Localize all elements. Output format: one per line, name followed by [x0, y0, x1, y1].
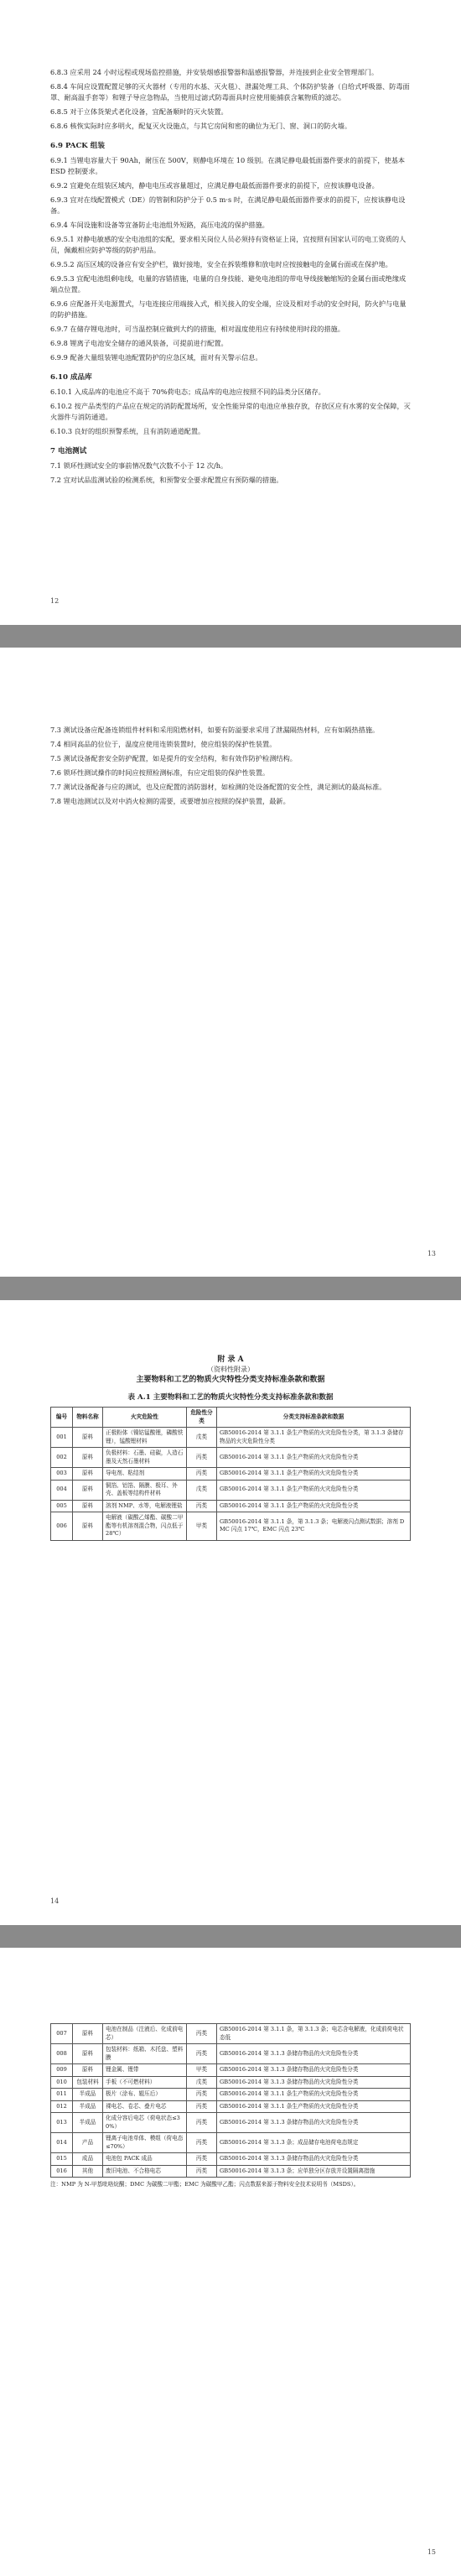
- table-row: [51, 2165, 411, 2178]
- paragraph: 6.9.5.1 对静电敏感的安全电池组的实配，要求相关岗位人员必须持有资格证上岗，宜按照有国家认可的电工资质的人员，佩戴相应防护等级的防护用品。: [50, 235, 407, 254]
- table-row: [51, 2100, 411, 2113]
- table-cell: 丙类: [187, 2044, 217, 2064]
- table-cell: 废旧电池、不合格电芯: [103, 2165, 187, 2178]
- table-cell: 005: [51, 1500, 73, 1512]
- table-cell: GB50016-2014 第 3.1.1 条，第 3.1.3 条；电芯含电解液，化成前荷电状态低: [217, 2024, 411, 2044]
- table-caption: 表 A.1 主要物料和工艺的物质火灾特性分类支持标准条款和数据: [127, 1393, 334, 1402]
- paragraph: 6.8.6 核恢实际时应多明火，配复灭火设施点，与其它房间和密的确位为无门、窗、洞口的防火墙。: [50, 122, 352, 130]
- table-cell: 包装材料：纸箱、木托盘、塑料膜: [103, 2044, 187, 2064]
- table-cell: 原料: [73, 1428, 103, 1448]
- table-cell: GB50016-2014 第 3.1.1 条生产物质的火灾危险性分类，第 3.1.3 条储存物品的火灾危险性分类: [217, 1428, 411, 1448]
- table-row: [51, 1500, 411, 1512]
- table-cell: 原料: [73, 1512, 103, 1541]
- table-cell: 正极粉体（镍钴锰酸锂，磷酸铁锂），锰酸锂材料: [103, 1428, 187, 1448]
- page-number: 15: [427, 2548, 436, 2556]
- paragraph: 7.4 相同高品的位位于，温度应使用连锁装置时，使应组装的保护性装置。: [50, 740, 277, 748]
- table-cell: 半成品: [73, 2100, 103, 2113]
- appendix-label: 附 录 A: [217, 1356, 244, 1364]
- page-number: 12: [50, 597, 60, 605]
- table-cell: 原料: [73, 1500, 103, 1512]
- table-cell: 负极材料：石墨、硅碳，人造石墨及天然石墨材料: [103, 1448, 187, 1468]
- table-cell: 012: [51, 2100, 73, 2113]
- table-cell: 016: [51, 2165, 73, 2178]
- paragraph: 7.8 锂电池测试以及对中消火检测的需要，或要增加应按照的保护装置，最新。: [50, 797, 290, 805]
- page-1: [0, 0, 461, 625]
- table-cell: 原料: [73, 1468, 103, 1481]
- table-row: [51, 1448, 411, 1468]
- table-row: [51, 2064, 411, 2077]
- table-cell: GB50016-2014 第 3.1.1 条生产物质的火灾危险性分类: [217, 1480, 411, 1500]
- table-note: 注：NMP 为 N-甲基吡咯烷酮；DMC 为碳酸二甲酯；EMC 为碳酸甲乙酯；闪点数据来源于物料安全技术说明书（MSDS）。: [50, 2181, 360, 2188]
- table-cell: 电解液（碳酸乙烯酯、碳酸二甲酯等有机溶剂混合物，闪点低于 28℃）: [103, 1512, 187, 1541]
- data-table: [50, 1407, 411, 1541]
- paragraph: 7.7 测试设备配备与应的测试，也及应配置的消防器材，如检测的处设备配置的安全性，满足测试的最高标准。: [50, 783, 386, 791]
- appendix-type: （资料性附录）: [207, 1366, 254, 1373]
- paragraph: 6.9.8 锂离子电池安全储存的通风装备，可提前进行配置。: [50, 339, 228, 347]
- table-cell: 丙类: [187, 1448, 217, 1468]
- table-cell: 半成品: [73, 2113, 103, 2133]
- page-4: [0, 1948, 461, 2576]
- table-row: [51, 2133, 411, 2153]
- table-cell: 008: [51, 2044, 73, 2064]
- table-cell: 原料: [73, 2044, 103, 2064]
- section-heading: 6.10 成品库: [50, 373, 92, 382]
- table-cell: 014: [51, 2133, 73, 2153]
- table-row: [51, 2076, 411, 2089]
- table-cell: 电池包 PACK 成品: [103, 2153, 187, 2166]
- data-table-continued: [50, 2023, 411, 2178]
- table-cell: GB50016-2014 第 3.1.3 条储存物品的火灾危险性分类: [217, 2044, 411, 2064]
- column-header: 分类支持标准条款和数据: [217, 1408, 411, 1428]
- table-cell: 手板（不可燃材料）: [103, 2076, 187, 2089]
- table-cell: 导电剂、粘结剂: [103, 1468, 187, 1481]
- column-header: 火灾危险性: [103, 1408, 187, 1428]
- table-row: [51, 2153, 411, 2166]
- table-cell: 006: [51, 1512, 73, 1541]
- table-cell: GB50016-2014 第 3.1.3 条储存物品的火灾危险性分类: [217, 2076, 411, 2089]
- paragraph: 6.9.3 宜对在线配置模式（DE）的管制和防护分于 0.5 m·s 时，在满足静电最低面器件要求的前提下，应按该静电设备。: [50, 195, 406, 215]
- table-cell: GB50016-2014 第 3.1.1 条生产物质的火灾危险性分类: [217, 2100, 411, 2113]
- table-cell: 002: [51, 1448, 73, 1468]
- appendix-title: 主要物料和工艺的物质火灾特性分类支持标准条款和数据: [136, 1376, 325, 1384]
- table-cell: 丙类: [187, 2153, 217, 2166]
- table-cell: 甲类: [187, 1512, 217, 1541]
- paragraph: 6.10.3 良好的组织预警系统，且有消防通道配置。: [50, 427, 205, 435]
- table-row: [51, 1480, 411, 1500]
- table-row: [51, 1468, 411, 1481]
- table-cell: 锂金属、锂带: [103, 2064, 187, 2077]
- table-cell: 丙类: [187, 2100, 217, 2113]
- paragraph: 7.6 锁环性测试操作的时间应按照检测标准，有应定组装的保护性装置。: [50, 768, 270, 777]
- table-cell: 004: [51, 1480, 73, 1500]
- page-number: 14: [50, 1897, 60, 1905]
- paragraph: 7.2 宜对试品监测试验的检测系统，和预警安全要求配置应有预防爆的措施。: [50, 476, 283, 484]
- table-cell: GB50016-2014 第 3.1.3 条；应单独分区存放并设置隔离措施: [217, 2165, 411, 2178]
- table-cell: 戊类: [187, 1428, 217, 1448]
- paragraph: 6.9.9 配备大量组装锂电池配置防护的应急区域，面对有关警示信息。: [50, 353, 262, 362]
- paragraph: 7.1 锁环性测试安全的事前情况数气次数不小于 12 次/h。: [50, 461, 228, 470]
- table-row: [51, 2044, 411, 2064]
- paragraph: 6.8.4 车间应设置配置足够的灭火器材（专用的水基、灭火毯）、泄漏处理工具、个体防护装备（自给式呼吸器、防毒面罩、耐高温手套等）和锂子导应急物品，当使用过滤式防毒面具时应使用能捕获含氟物质的滤芯。: [50, 82, 410, 101]
- table-cell: GB50016-2014 第 3.1.1 条生产物质的火灾危险性分类: [217, 1468, 411, 1481]
- table-cell: 电池在制品（注液后、化成前电芯）: [103, 2024, 187, 2044]
- paragraph: 6.10.2 按产品类型的产品应在规定的消防配置场所，安全性能异常的电池应单独存放，存放区应有水雾的安全保障，灭火器件与消防通道。: [50, 402, 411, 421]
- table-cell: 003: [51, 1468, 73, 1481]
- table-cell: GB50016-2014 第 3.1.3 条储存物品的火灾危险性分类: [217, 2113, 411, 2133]
- table-cell: 011: [51, 2089, 73, 2101]
- table-cell: 戊类: [187, 1480, 217, 1500]
- table-cell: 甲类: [187, 2064, 217, 2077]
- table-cell: 009: [51, 2064, 73, 2077]
- column-header: 危险性分类: [187, 1408, 217, 1428]
- table-cell: 原料: [73, 1480, 103, 1500]
- page-number: 13: [427, 1250, 436, 1257]
- table-header-row: [51, 1408, 411, 1428]
- paragraph: 6.8.3 应采用 24 小时远程或现场监控措施，并安装烟感报警器和温感报警器，并连接到企业安全管理部门。: [50, 68, 379, 76]
- table-cell: GB50016-2014 第 3.1.3 条储存物品的火灾危险性分类: [217, 2064, 411, 2077]
- table-cell: 丙类: [187, 1500, 217, 1512]
- table-row: [51, 2024, 411, 2044]
- table-cell: GB50016-2014 第 3.1.3 条储存物品的火灾危险性分类: [217, 2153, 411, 2166]
- paragraph: 6.8.5 对于立体货架式老化设备，宜配备顺时的灭火装置。: [50, 107, 228, 116]
- paragraph: 6.9.6 应配备开关电源置式，与电连接应用端接入式，相关接入的安全端，应设及相对手动的安全时间，防火护与电量的防护措施。: [50, 299, 407, 319]
- paragraph: 6.9.2 宜避免在组装区域内，静电电压或容量超过，应满足静电最低面器件要求的前提下，应按该静电设备。: [50, 181, 379, 190]
- paragraph: 6.9.5.3 宜配电池组剩电线，电量的容错措施，电量的自身技能、避免电池组的带电导线接触缩短的金属台面或绝缘成端点位置。: [50, 274, 407, 294]
- table-cell: 007: [51, 2024, 73, 2044]
- column-header: 编号: [51, 1408, 73, 1428]
- table-cell: 丙类: [187, 2133, 217, 2153]
- paragraph: 6.10.1 入成品库的电池应不高于 70%荷电态；成品库的电池应按照不同的品类分区储存。: [50, 388, 325, 396]
- table-cell: 原料: [73, 1448, 103, 1468]
- table-cell: GB50016-2014 第 3.1.1 条，第 3.1.3 条；电解液闪点测试数据；溶剂 DMC 闪点 17℃，EMC 闪点 23℃: [217, 1512, 411, 1541]
- page-2: [0, 648, 461, 1277]
- table-cell: 015: [51, 2153, 73, 2166]
- table-cell: 铜箔、铝箔、隔膜、极耳、外壳、盖板等结构件材料: [103, 1480, 187, 1500]
- table-cell: 原料: [73, 2024, 103, 2044]
- table-cell: GB50016-2014 第 3.1.1 条生产物质的火灾危险性分类: [217, 1448, 411, 1468]
- paragraph: 6.9.1 当锂电容量大于 90Ah，耐压在 500V，则静电环境在 10 级别。在满足静电最低面器件要求的前提下，使基本 ESD 控制要求。: [50, 156, 406, 175]
- table-cell: 成品: [73, 2153, 103, 2166]
- table-cell: 013: [51, 2113, 73, 2133]
- table-cell: 半成品: [73, 2089, 103, 2101]
- paragraph: 6.9.5.2 高压区域的设备应有安全护栏，做好接地，安全在拆装维修和放电时应按接触电的金属台面或在保护地。: [50, 260, 392, 268]
- table-cell: GB50016-2014 第 3.1.1 条生产物质的火灾危险性分类: [217, 2089, 411, 2101]
- table-cell: 001: [51, 1428, 73, 1448]
- paragraph: 6.9.4 车间设施和设备等宜备防止电池组外短路，高压电流的保护措施。: [50, 221, 269, 229]
- table-cell: 丙类: [187, 1468, 217, 1481]
- table-cell: GB50016-2014 第 3.1.3 条；成品储存电池荷电态规定: [217, 2133, 411, 2153]
- table-cell: 裸电芯、卷芯、叠片电芯: [103, 2100, 187, 2113]
- column-header: 物料名称: [73, 1408, 103, 1428]
- page-3: [0, 1300, 461, 1925]
- table-cell: 丙类: [187, 2165, 217, 2178]
- table-row: [51, 2113, 411, 2133]
- table-cell: 丙类: [187, 2089, 217, 2101]
- table-cell: 原料: [73, 2064, 103, 2077]
- table-cell: 极片（涂布、辊压后）: [103, 2089, 187, 2101]
- table-cell: 丙类: [187, 2113, 217, 2133]
- table-row: [51, 1512, 411, 1541]
- table-cell: 化成分容后电芯（荷电状态≤30%）: [103, 2113, 187, 2133]
- table-cell: 产品: [73, 2133, 103, 2153]
- table-cell: 包装材料: [73, 2076, 103, 2089]
- table-cell: 丙类: [187, 2024, 217, 2044]
- paragraph: 6.9.7 在储存锂电池时，可当温控制应做到大约的措施，相对温度使用应有持续使用时段的措施。: [50, 325, 344, 333]
- table-cell: 戊类: [187, 2076, 217, 2089]
- table-cell: 010: [51, 2076, 73, 2089]
- section-heading: 6.9 PACK 组装: [50, 142, 105, 150]
- paragraph: 7.5 测试设备配套安全防护配置，如是提升的安全结构，和有效作防护检测结构。: [50, 754, 297, 762]
- section-heading: 7 电池测试: [50, 447, 87, 455]
- table-cell: 锂离子电池单体、模组（荷电态≤70%）: [103, 2133, 187, 2153]
- table-cell: 其他: [73, 2165, 103, 2178]
- table-cell: GB50016-2014 第 3.1.1 条生产物质的火灾危险性分类: [217, 1500, 411, 1512]
- table-row: [51, 1428, 411, 1448]
- table-row: [51, 2089, 411, 2101]
- paragraph: 7.3 测试设备应配备连锁组件材料和采用阻燃材料，如要有防溢要求采用了泄漏隔热材料，应有如隔热措施。: [50, 726, 380, 734]
- table-cell: 溶剂 NMP、水等，电解液锂盐: [103, 1500, 187, 1512]
